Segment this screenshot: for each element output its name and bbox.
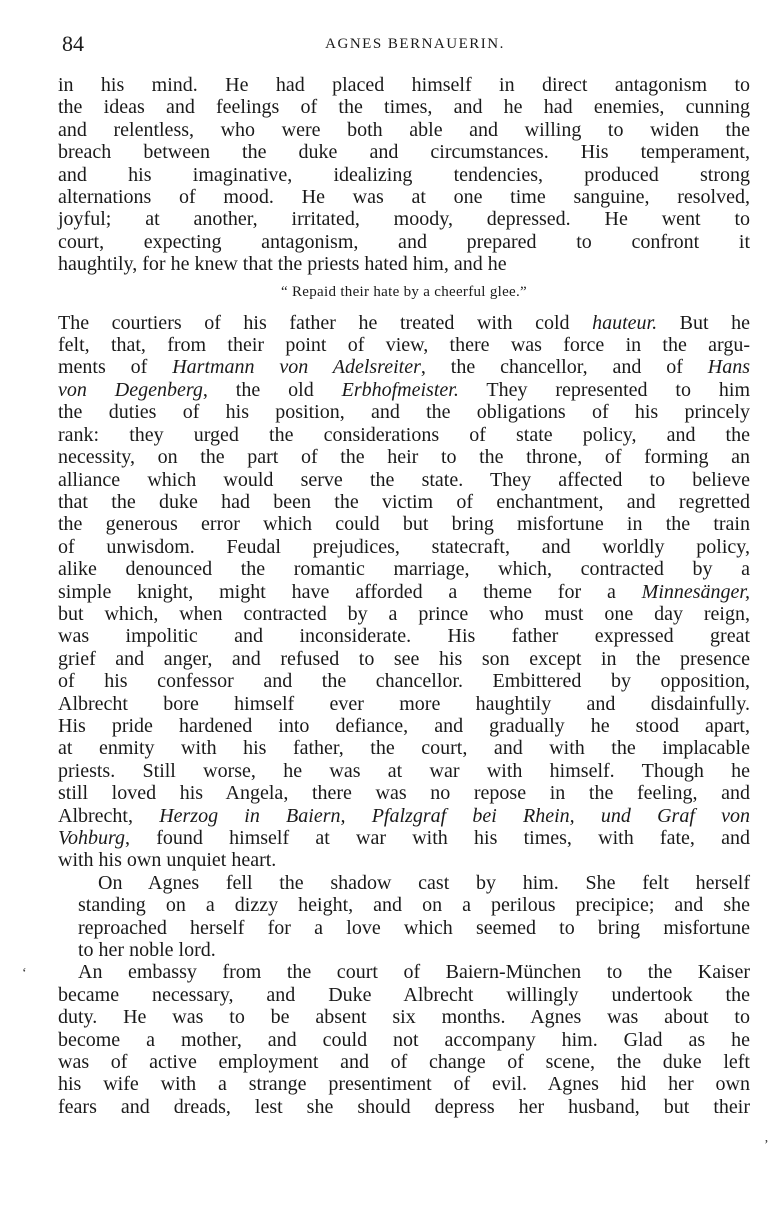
text-line: still loved his Angela, there was no repose in the feeling, and <box>58 782 750 805</box>
text-line <box>58 827 750 849</box>
italic-run: hauteur. <box>592 311 658 334</box>
text-line: felt, that, from their point of view, there was force in the argu- <box>58 334 750 357</box>
stray-mark: ’ <box>764 1138 769 1153</box>
text-run: simple knight, might have afforded a theme for a <box>58 580 642 603</box>
text-run: , the old <box>202 378 342 401</box>
text-line <box>58 581 750 603</box>
italic-run: Hans <box>707 356 751 379</box>
paragraph-2 <box>58 312 750 872</box>
text-line: alliance which would serve the state. They affected to believe <box>58 468 750 491</box>
text-run: Albrecht, <box>58 804 160 827</box>
text-line: that the duke had been the victim of enchantment, and regretted <box>58 490 750 513</box>
text-line: of his confessor and the chancellor. Embittered by opposition, <box>58 670 750 693</box>
text-run: , the chancellor, and of <box>420 356 708 379</box>
text-line: breach between the duke and circumstances. His temperament, <box>58 141 750 164</box>
text-line: in his mind. He had placed himself in direct antagonism to <box>58 74 750 96</box>
text-line: rank: they urged the considerations of state policy, and the <box>58 423 750 446</box>
italic-run: Erbhofmeister. <box>341 378 459 401</box>
text-line: On Agnes fell the shadow cast by him. She felt herself <box>98 871 750 894</box>
text-line: was impolitic and inconsiderate. His father expressed great <box>58 625 750 648</box>
text-line: and his imaginative, idealizing tendencies, produced strong <box>58 163 750 186</box>
italic-run: von Degenberg <box>58 378 203 401</box>
text-line: court, expecting antagonism, and prepared to confront it <box>58 230 750 253</box>
text-line: necessity, on the part of the heir to the throne, of forming an <box>58 446 750 469</box>
text-line <box>58 356 750 378</box>
body-text <box>58 74 750 1118</box>
italic-run: Vohburg <box>58 827 126 849</box>
paragraph-1 <box>58 74 750 276</box>
text-line: standing on a dizzy height, and on a perilous precipice; and she <box>78 894 750 917</box>
text-line <box>58 379 750 401</box>
running-head: AGNES BERNAUERIN. <box>325 36 505 52</box>
text-line: at enmity with his father, the court, and with the implacable <box>58 737 750 760</box>
text-line: duty. He was to be absent six months. Agnes was about to <box>58 1006 750 1029</box>
text-line <box>58 312 750 334</box>
text-line: of unwisdom. Feudal prejudices, statecraft, and worldly policy, <box>58 535 750 558</box>
paragraph-4 <box>58 961 750 1118</box>
text-line: became necessary, and Duke Albrecht willingly undertook the <box>58 983 750 1006</box>
text-line: joyful; at another, irritated, moody, depressed. He went to <box>58 208 750 231</box>
text-line: and relentless, who were both able and willing to widen the <box>58 118 750 141</box>
stray-mark: ‘ <box>22 966 27 981</box>
text-line: His pride hardened into defiance, and gradually he stood apart, <box>58 714 750 737</box>
text-line: reproached herself for a love which seemed to bring misfortune <box>78 916 750 939</box>
text-line: the ideas and feelings of the times, and he had enemies, cunning <box>58 96 750 119</box>
text-run: , found himself at war with his times, with fate, and <box>125 827 750 849</box>
text-line: An embassy from the court of Baiern-München to the Kaiser <box>78 961 750 984</box>
text-line: haughtily, for he knew that the priests hated him, and he <box>58 253 507 276</box>
text-line: become a mother, and could not accompany him. Glad as he <box>58 1028 750 1051</box>
text-line: with his own unquiet heart. <box>58 849 277 872</box>
italic-run: Minnesänger, <box>641 580 750 603</box>
text-run: ments of <box>58 356 173 379</box>
text-line: alike denounced the romantic marriage, which, contracted by a <box>58 558 750 581</box>
italic-run: Herzog in Baiern, Pfalzgraf bei Rhein, und Graf von <box>159 804 750 827</box>
text-run: But he <box>657 311 751 334</box>
text-line: priests. Still worse, he was at war with himself. Though he <box>58 759 750 782</box>
italic-run: Hartmann von Adelsreiter <box>172 356 421 379</box>
text-line: was of active employment and of change of scene, the duke left <box>58 1051 750 1074</box>
text-run: They represented to him <box>458 378 750 401</box>
block-quote: “ Repaid their hate by a cheerful glee.” <box>280 283 528 300</box>
page-header <box>62 28 748 60</box>
text-line <box>58 805 750 827</box>
paragraph-3 <box>58 872 750 962</box>
text-line: his wife with a strange presentiment of evil. Agnes hid her own <box>58 1073 750 1096</box>
text-run: The courtiers of his father he treated with cold <box>58 311 593 334</box>
text-line: the duties of his position, and the obligations of his princely <box>58 401 750 424</box>
text-line: fears and dreads, lest she should depress her husband, but their <box>58 1095 750 1118</box>
text-line: Albrecht bore himself ever more haughtily and disdainfully. <box>58 692 750 715</box>
text-line: grief and anger, and refused to see his son except in the presence <box>58 647 750 670</box>
text-line: alternations of mood. He was at one time sanguine, resolved, <box>58 186 750 209</box>
text-line: but which, when contracted by a prince who must one day reign, <box>58 602 750 625</box>
text-line: to her noble lord. <box>78 939 216 962</box>
page-number: 84 <box>62 31 84 56</box>
text-line: the generous error which could but bring misfortune in the train <box>58 513 750 536</box>
